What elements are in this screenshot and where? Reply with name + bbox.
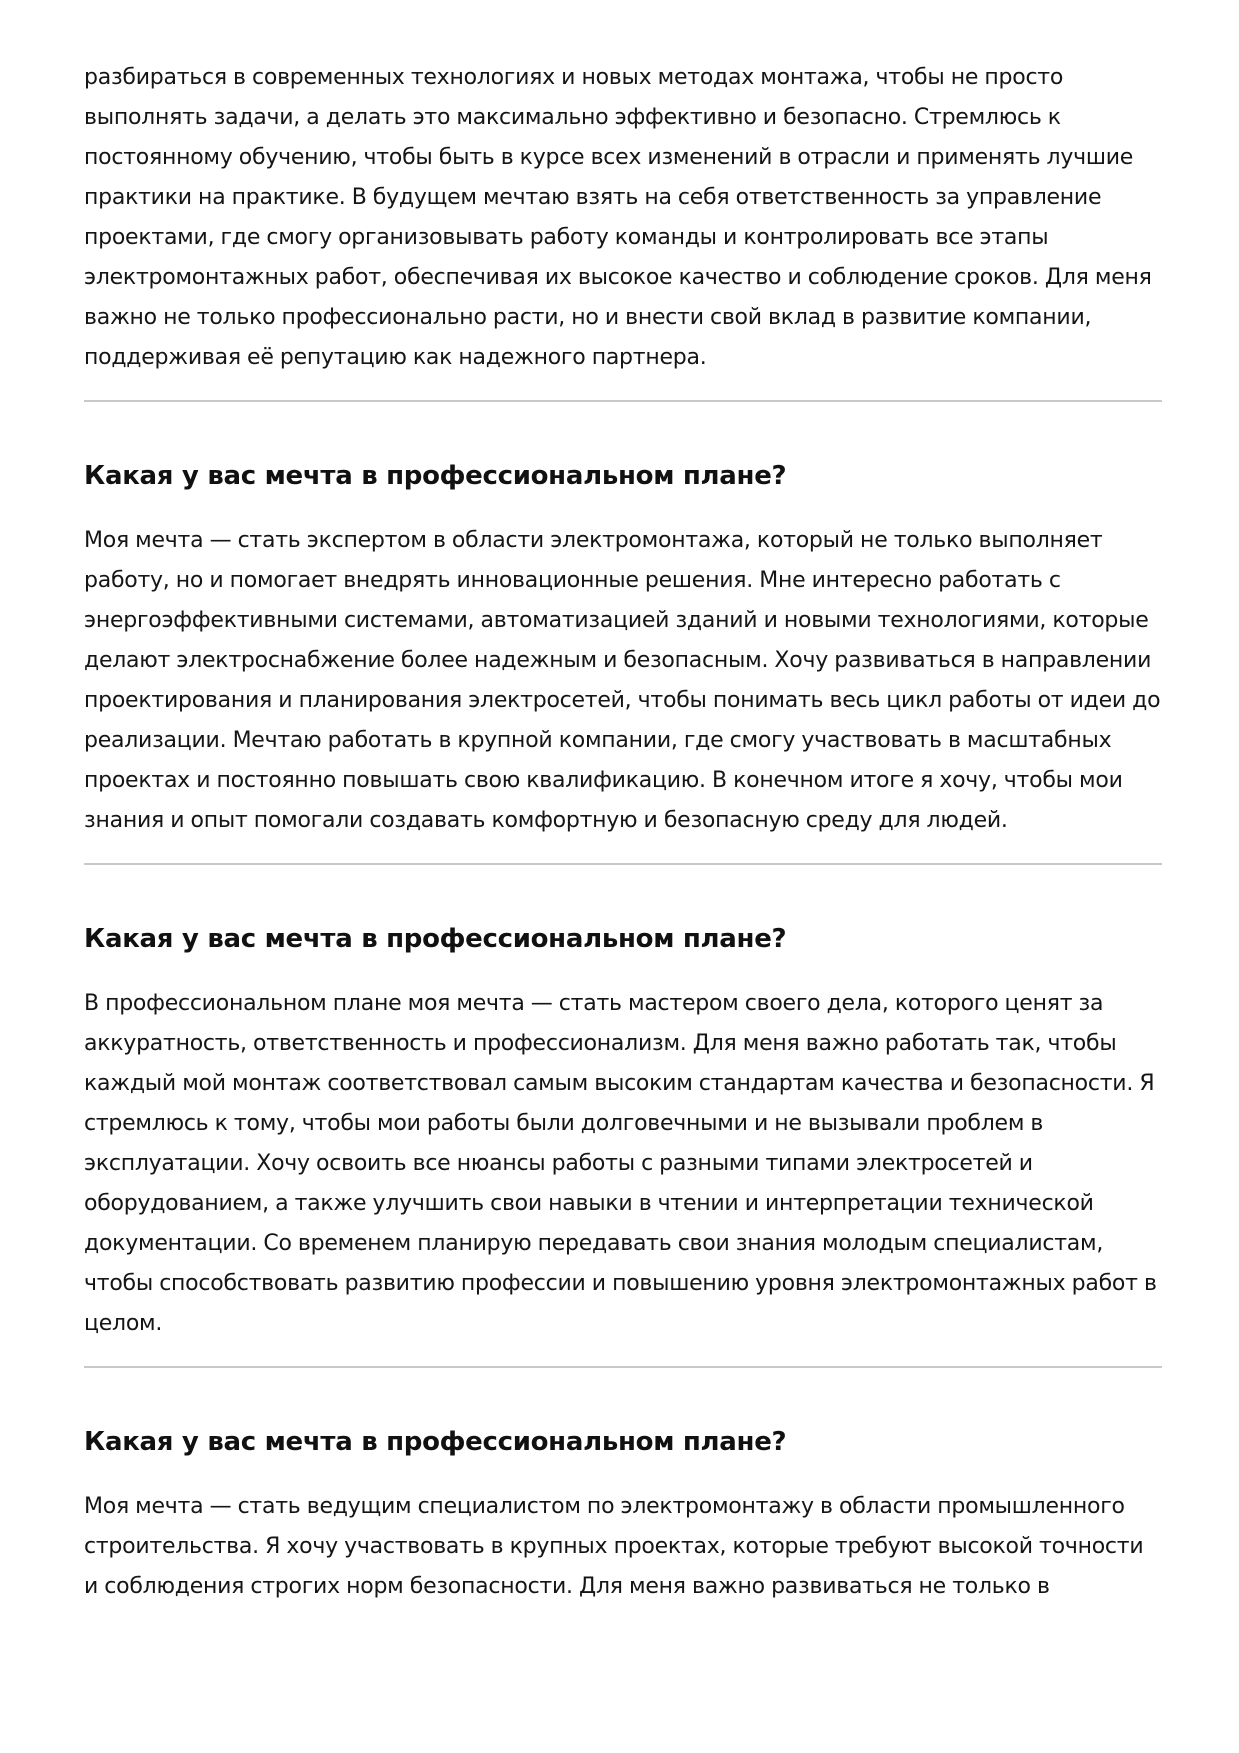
answer-text-2: В профессиональном плане моя мечта — стать мастером своего дела, которого ценят за аккуратность, ответственность и профессионализм. Для меня важно работать так, чтобы каждый мой монтаж соответствовал самым высоким стандартам качества и безопасности. Я стремлюсь к тому, чтобы мои работы были долговечными и не вызывали проблем в эксплуатации. Хочу освоить все нюансы работы с разными типами электросетей и оборудованием, а также улучшить свои навыки в чтении и интерпретации технической документации. Со временем планирую передавать свои знания молодым специалистам, чтобы способствовать развитию профессии и повышению уровня электромонтажных работ в целом. — [84, 991, 1157, 1336]
question-heading-1: Какая у вас мечта в профессиональном плане? — [84, 461, 787, 491]
answer-text-3: Моя мечта — стать ведущим специалистом по электромонтажу в области промышленного строительства. Я хочу участвовать в крупных проектах, которые требуют высокой точности и соблюдения строгих норм безопасности. Для меня важно развиваться не только в — [84, 1494, 1144, 1599]
document-page — [84, 58, 1162, 1607]
question-heading-3: Какая у вас мечта в профессиональном плане? — [84, 1427, 787, 1457]
answer-text-0: разбираться в современных технологиях и новых методах монтажа, чтобы не просто выполнять задачи, а делать это максимально эффективно и безопасно. Стремлюсь к постоянному обучению, чтобы быть в курсе всех изменений в отрасли и применять лучшие практики на практике. В будущем мечтаю взять на себя ответственность за управление проектами, где смогу организовывать работу команды и контролировать все этапы электромонтажных работ, обеспечивая их высокое качество и соблюдение сроков. Для меня важно не только профессионально расти, но и внести свой вклад в развитие компании, поддерживая её репутацию как надежного партнера. — [84, 65, 1152, 370]
question-heading-2: Какая у вас мечта в профессиональном плане? — [84, 924, 787, 954]
answer-text-1: Моя мечта — стать экспертом в области электромонтажа, который не только выполняет работу, но и помогает внедрять инновационные решения. Мне интересно работать с энергоэффективными системами, автоматизацией зданий и новыми технологиями, которые делают электроснабжение более надежным и безопасным. Хочу развиваться в направлении проектирования и планирования электросетей, чтобы понимать весь цикл работы от идеи до реализации. Мечтаю работать в крупной компании, где смогу участвовать в масштабных проектах и постоянно повышать свою квалификацию. В конечном итоге я хочу, чтобы мои знания и опыт помогали создавать комфортную и безопасную среду для людей. — [84, 528, 1161, 833]
